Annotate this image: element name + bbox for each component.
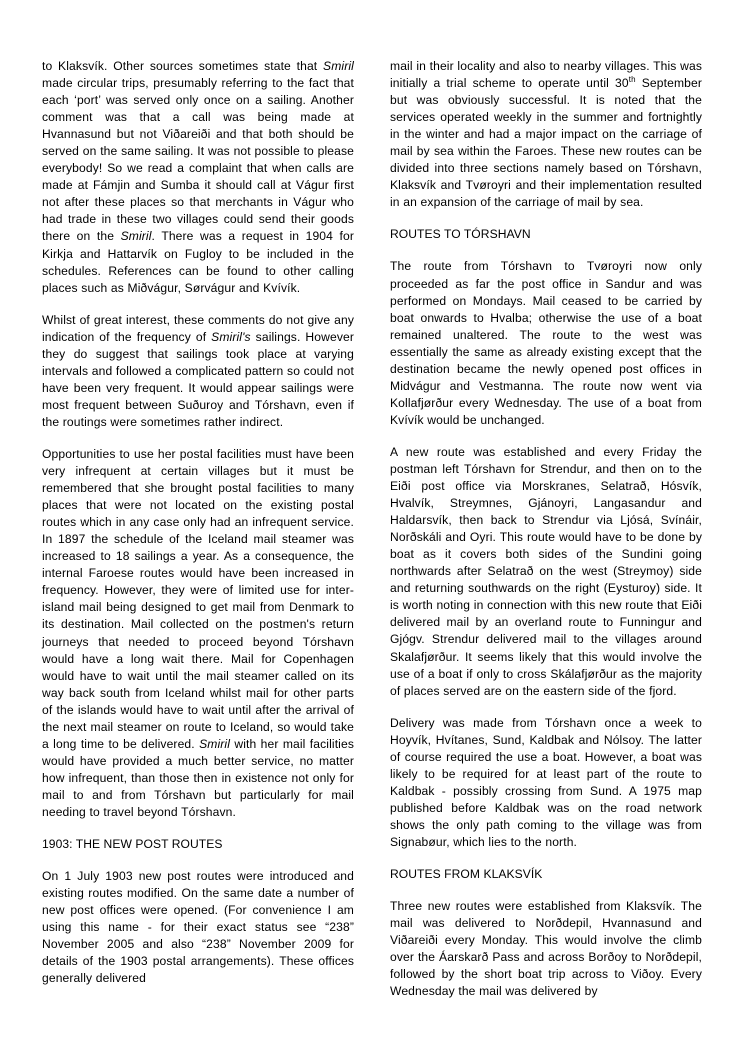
paragraph-smiril-circular-trips: to Klaksvík. Other sources sometimes state that Smiril made circular trips, presumably referring to the fact that each ‘port’ was served only once on a sailing. Another comment was that a call was being made at Hvannasund but not Viðareiði and that both should be served on the same sailing. It was not possible to please everybody! So we read a complaint that when calls are made at Fámjin and Sumba it should call at Vágur first not after these places so that merchants in Vágur who had trade in these two villages could send their goods there on the Smiril. There was a request in 1904 for Kirkja and Hattarvík on Fugloy to be included in the schedules. References can be found to other calling places such as Miðvágur, Sørvágur and Kvívík. [42, 59, 354, 295]
paragraph-trial-scheme [390, 58, 702, 211]
heading-1903-new-post-routes: 1903: THE NEW POST ROUTES [42, 837, 223, 852]
ordinal-superscript-th: th [628, 75, 636, 85]
right-column [390, 58, 702, 1000]
left-column [42, 58, 354, 987]
trial-scheme-text-part1: mail in their locality and also to nearby villages. This was initially a trial scheme to operate until 30 [390, 59, 702, 91]
paragraph-route-torshavn-tvoroyri: The route from Tórshavn to Tvøroyri now only proceeded as far the post office in Sandur and was performed on Mondays. Mail ceased to be carried by boat onwards to Hvalba; otherwise the use of a boat remained unaltered. The route to the west was essentially the same as already existing except that the destination became the newly opened post offices in Midvágur and Vestmanna. The route now went via Kollafjørður every Wednesday. The use of a boat from Kvívík would be unchanged. [390, 259, 702, 427]
italic-smiril: Smiril [199, 736, 231, 751]
paragraph-frequency-of-sailings: Whilst of great interest, these comments do not give any indication of the frequency of Smiril's sailings. However they do suggest that sailings took place at varying intervals and followed a complicated pattern so could not have been very frequent. It would appear sailings were most frequent between Suðuroy and Tórshavn, even if the routings were sometimes rather indirect. [42, 312, 354, 429]
two-column-layout [42, 58, 702, 1012]
italic-smiril: Smiril [120, 229, 152, 244]
paragraph-delivery-hoyvik: Delivery was made from Tórshavn once a week to Hoyvík, Hvítanes, Sund, Kaldbak and Nólsoy. The latter of course required the use a boat. However, a boat was likely to be required for at least part of the route to Kaldbak - possibly crossing from Sund. A 1975 map published before Kaldbak was on the road network shows the only path coming to the village was from Signabøur, which lies to the north. [390, 715, 702, 849]
paragraph-three-new-routes-klaksvik: Three new routes were established from Klaksvík. The mail was delivered to Norðdepil, Hvannasund and Viðareiði every Monday. This would involve the climb over the Áarskarð Pass and across Borðoy to Norðdepil, followed by the short boat trip across to Viðoy. Every Wednesday the mail was delivered by [390, 899, 702, 999]
italic-smiril: Smiril [323, 59, 354, 73]
paragraph-new-friday-route: A new route was established and every Friday the postman left Tórshavn for Strendur, and then on to the Eiði post office via Morskranes, Selatrað, Hósvík, Hvalvík, Streymnes, Gjánoyri, Langasandur and Haldarsvík, then back to Strendur via Ljósá, Svínáir, Norðskáli and Oyri. This route would have to be done by boat as it covers both sides of the Sundini going northwards after Selatrað on the west (Streymoy) side and returning southwards on the right (Eysturoy) side. It is worth noting in connection with this new route that Eiði delivered mail by an overland route to Funningur and Gjógv. Strendur delivered mail to the villages around Skalafjørður. It seems likely that this would involve the use of a boat if only to cross Skálafjørður as the majority of places served are on the eastern side of the fjord. [390, 444, 702, 698]
paragraph-postal-facilities: Opportunities to use her postal facilities must have been very infrequent at certain villages but it must be remembered that she brought postal facilities to many places that were not located on the existing postal routes which in any case only had an infrequent service. In 1897 the schedule of the Iceland mail steamer was increased to 18 sailings a year. As a consequence, the internal Faroese routes would have been increased in frequency. However, they were of limited use for inter-island mail being designed to get mail from Denmark to its destination. Mail collected on the postmen's return journeys that needed to proceed beyond Tórshavn would have a long wait there. Mail for Copenhagen would have to wait until the mail steamer called on its way back south from Iceland whilst mail for other parts of the islands would have to wait until after the arrival of the next mail steamer on route to Iceland, so would take a long time to be delivered. Smiril with her mail facilities would have provided a much better service, no matter how infrequent, than those then in existence not only for mail to and from Tórshavn but particularly for mail needing to travel beyond Tórshavn. [42, 446, 355, 819]
paragraph-1903-new-routes-intro: On 1 July 1903 new post routes were introduced and existing routes modified. On the same date a number of new post offices were opened. (For convenience I am using this name - for their exact status see “238” November 2005 and also “238” November 2009 for details of the 1903 postal arrangements). These offices generally delivered [42, 869, 354, 986]
italic-smirils: Smiril's [211, 329, 251, 344]
heading-routes-from-klaksvik: ROUTES FROM KLAKSVÍK [390, 867, 543, 882]
heading-routes-to-torshavn: ROUTES TO TÓRSHAVN [390, 227, 531, 242]
trial-scheme-text-part2: September but was obviously successful. It is noted that the services operated weekly in the summer and fortnightly in the winter and had a major impact on the carriage of mail by sea within the Faroes. These new routes can be divided into three sections namely based on Tórshavn, Klaksvík and Tvøroyri and their implementation resulted in an expansion of the carriage of mail by sea. [390, 76, 702, 210]
